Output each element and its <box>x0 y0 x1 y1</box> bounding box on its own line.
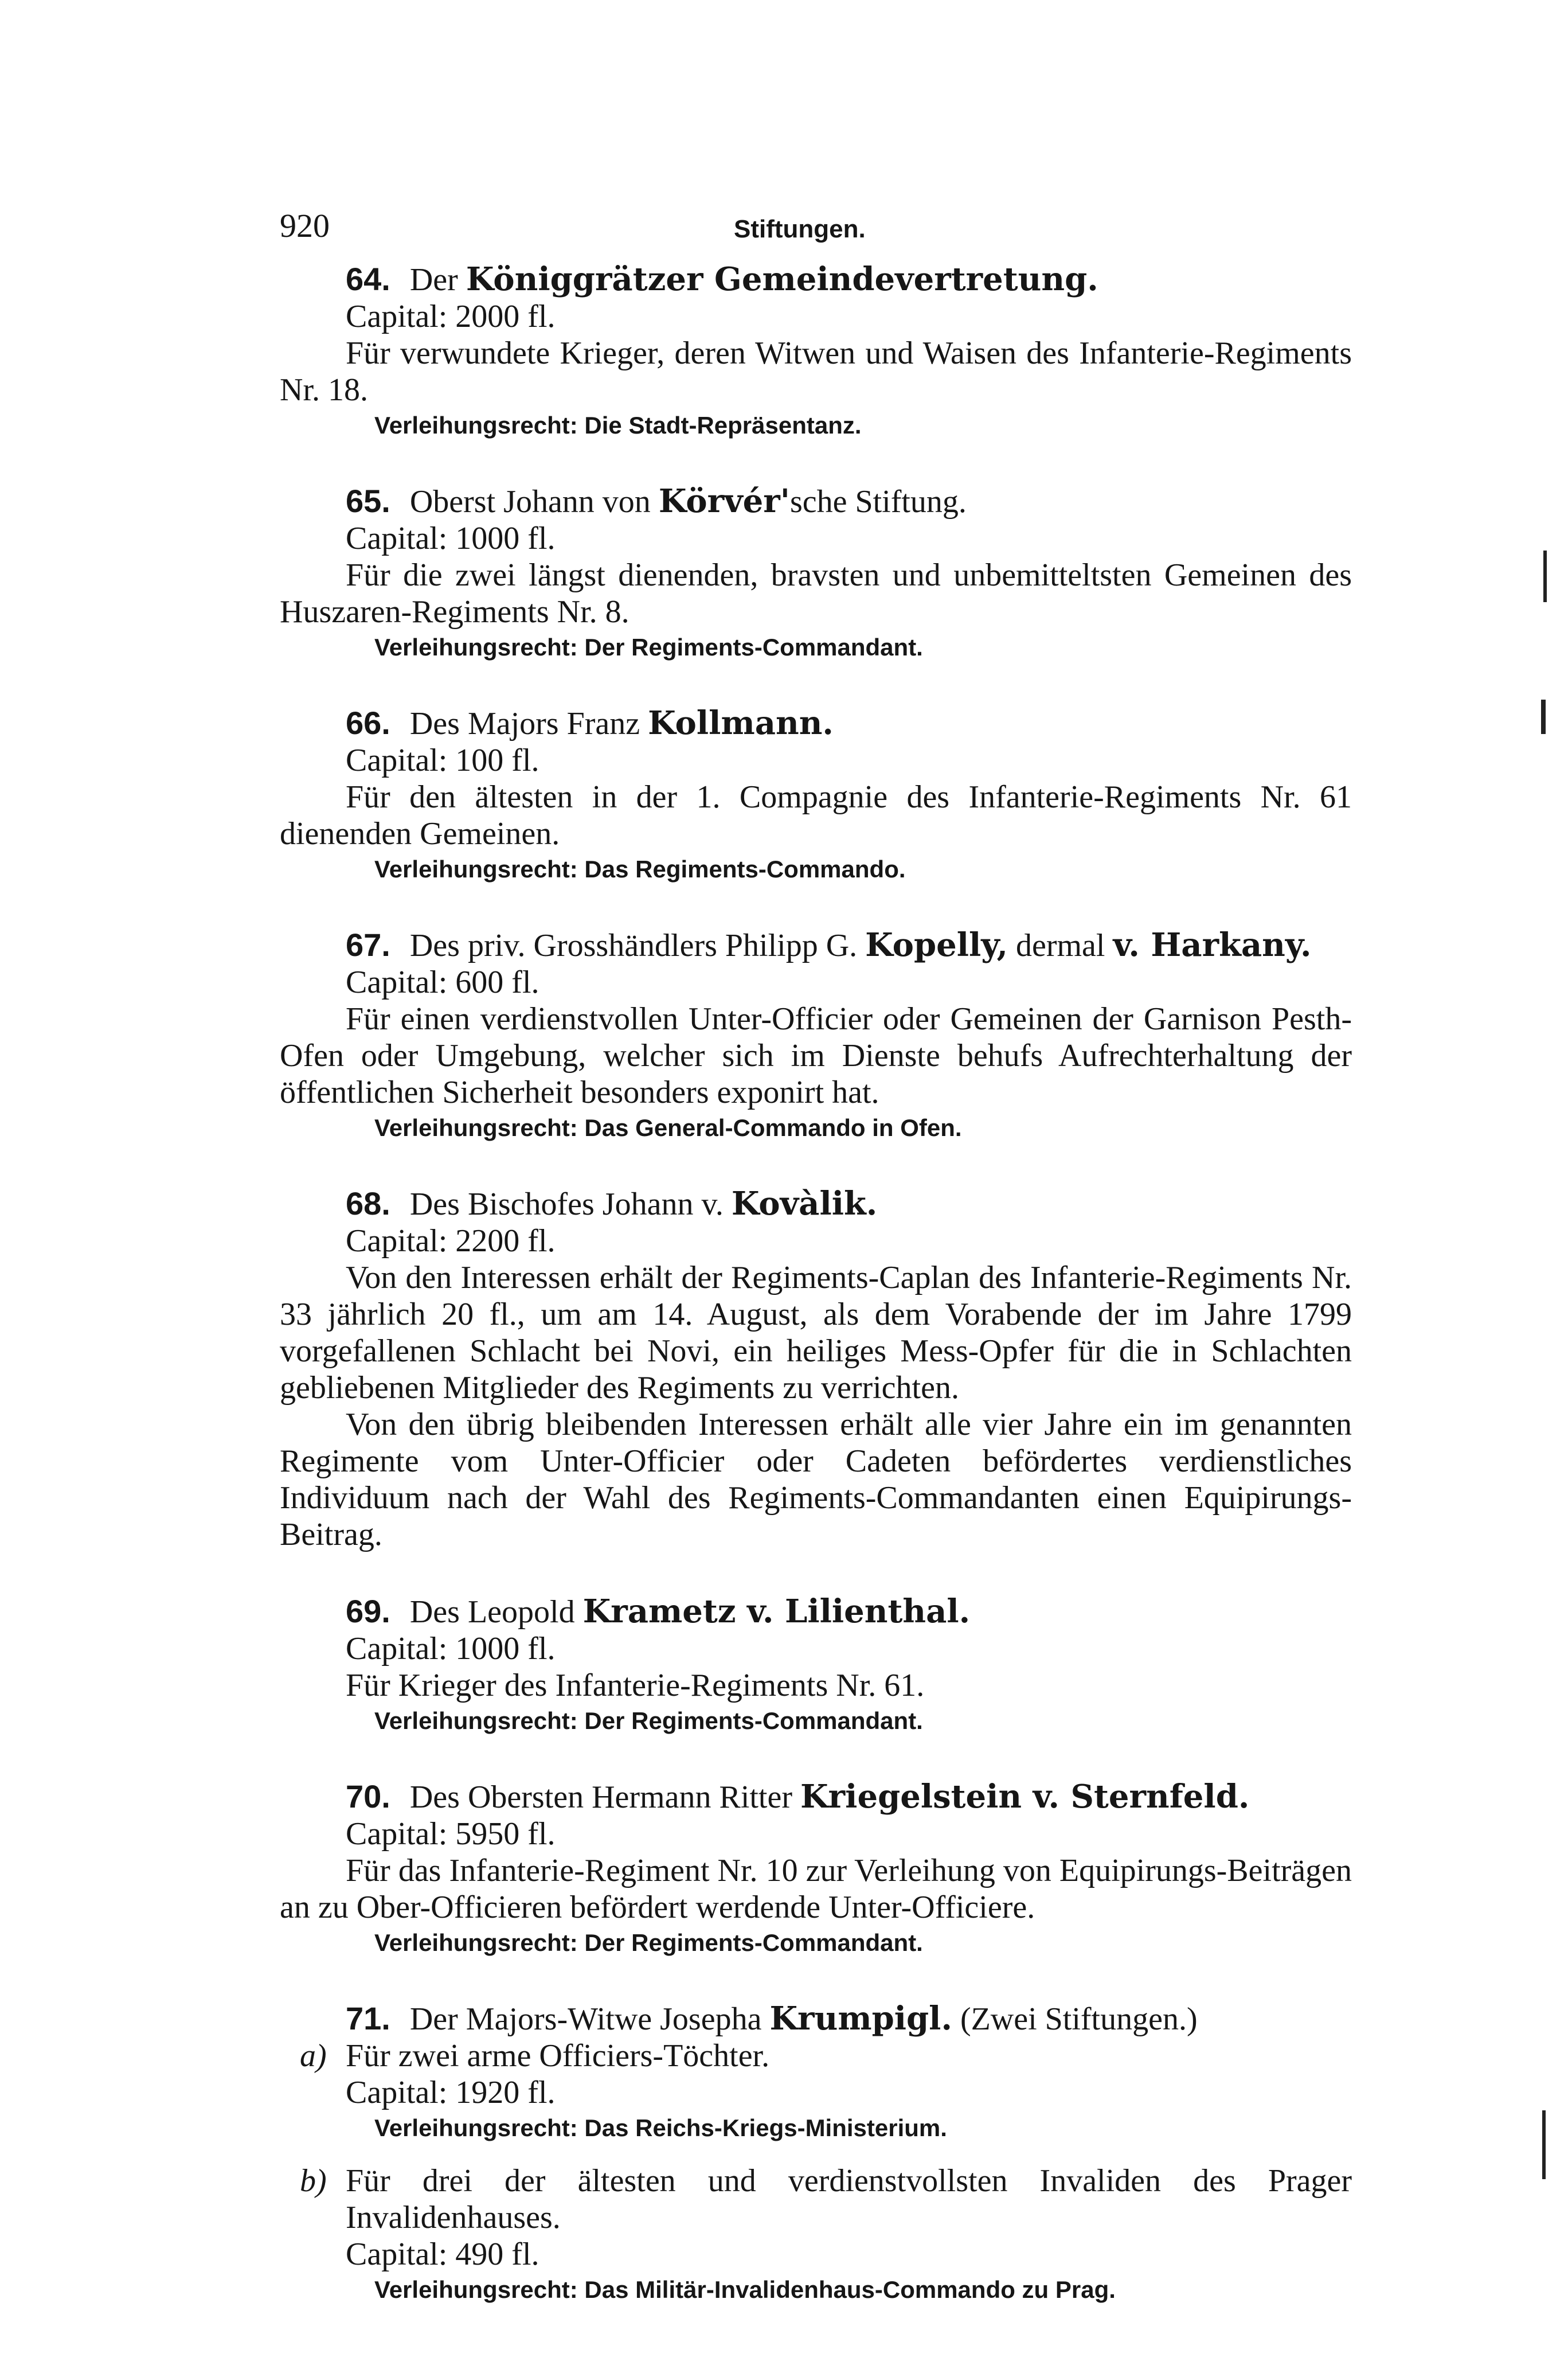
entry-number: 64. <box>346 261 390 297</box>
entry-heading <box>280 261 1352 298</box>
scan-edge-mark <box>1542 2110 1546 2179</box>
entry-pre: Des Leopold <box>409 1594 575 1630</box>
entry-pre: Des priv. Grosshändlers Philipp G. <box>409 928 858 963</box>
entry-pre: Der <box>409 262 458 298</box>
entry-right: Verleihungsrecht: Der Regiments-Commandant. <box>374 634 923 661</box>
entry-name: Krumpigl. <box>769 2000 952 2038</box>
entry-post: sche Stiftung. <box>789 484 967 520</box>
entry-heading <box>280 705 1352 742</box>
entry-number: 67. <box>346 927 390 963</box>
entry-number: 68. <box>346 1185 390 1221</box>
entry-capital: Capital: 5950 fl. <box>346 1816 556 1852</box>
entry-68 <box>280 1185 1352 1553</box>
entry-purpose: Von den Interessen erhält der Regiments-Caplan des Infanterie-Regiments Nr. 33 jährlich 20 fl., um am 14. August, als dem Vorabende der im Jahre 1799 vorgefallenen Schlacht bei Novi, ein heiliges Mess-Opfer für die in Schlachten gebliebenen Mitglieder des Regiments zu verrichten. <box>280 1260 1352 1406</box>
entry-69 <box>280 1593 1352 1738</box>
entry-right: Verleihungsrecht: Die Stadt-Repräsentanz. <box>374 412 862 439</box>
entry-name: Krametz v. Lilienthal. <box>582 1593 971 1630</box>
entry-capital: Capital: 100 fl. <box>346 743 539 778</box>
entry-right: Verleihungsrecht: Der Regiments-Commandant. <box>374 1707 923 1734</box>
sub-right: Verleihungsrecht: Das Militär-Invalidenhaus-Commando zu Prag. <box>374 2276 1116 2303</box>
entry-heading <box>280 483 1352 520</box>
entry-67 <box>280 927 1352 1145</box>
sub-text: Für drei der ältesten und verdienstvollsten Invaliden des Prager Invalidenhauses. <box>346 2163 1352 2235</box>
entry-right: Verleihungsrecht: Der Regiments-Commandant. <box>374 1929 923 1956</box>
entry-right: Verleihungsrecht: Das General-Commando in Ofen. <box>374 1114 962 1141</box>
entry-name: Kriegelstein v. Sternfeld. <box>800 1778 1250 1816</box>
entry-64 <box>280 261 1352 443</box>
entry-number: 66. <box>346 705 390 741</box>
sub-entry-b <box>280 2163 1352 2307</box>
entry-capital: Capital: 1000 fl. <box>346 1631 556 1666</box>
entry-pre: Des Majors Franz <box>409 706 640 741</box>
entry-pre: Der Majors-Witwe Josepha <box>409 2001 762 2037</box>
sub-text: Für zwei arme Officiers-Töchter. <box>346 2038 770 2074</box>
entry-post: (Zwei Stiftungen.) <box>960 2001 1198 2037</box>
entry-66 <box>280 705 1352 887</box>
entry-capital: Capital: 2000 fl. <box>346 299 556 334</box>
entry-purpose: Für verwundete Krieger, deren Witwen und Waisen des Infanterie-Regiments Nr. 18. <box>280 335 1352 408</box>
entry-purpose: Für einen verdienstvollen Unter-Officier oder Gemeinen der Garnison Pesth-Ofen oder Umgebung, welcher sich im Dienste behufs Aufrechterhaltung der öffentlichen Sicherheit besonders exponirt hat. <box>280 1001 1352 1110</box>
running-head: Stiftungen. <box>734 215 866 243</box>
entry-purpose: Für die zwei längst dienenden, bravsten und unbemitteltsten Gemeinen des Huszaren-Regiments Nr. 8. <box>280 557 1352 630</box>
entry-capital: Capital: 2200 fl. <box>346 1223 556 1259</box>
entry-capital: Capital: 600 fl. <box>346 965 539 1000</box>
entry-post: dermal <box>1015 928 1105 963</box>
entry-65 <box>280 483 1352 665</box>
page-number: 920 <box>280 207 330 244</box>
entry-name: Kollmann. <box>648 704 834 742</box>
entry-name: Kopelly, <box>865 926 1008 964</box>
entry-name: Kovàlik. <box>731 1185 878 1223</box>
entry-capital: Capital: 1000 fl. <box>346 521 556 556</box>
sub-capital: Capital: 490 fl. <box>346 2237 539 2272</box>
sub-letter: a) <box>300 2038 327 2074</box>
entry-number: 71. <box>346 2000 390 2036</box>
entry-heading <box>280 927 1352 964</box>
sub-entry-a <box>280 2038 1352 2145</box>
entry-71 <box>280 2000 1352 2307</box>
entry-heading <box>280 1185 1352 1223</box>
entry-70 <box>280 1778 1352 1960</box>
scan-edge-mark <box>1543 551 1547 602</box>
text-column <box>280 261 1352 2347</box>
entry-purpose: Für Krieger des Infanterie-Regiments Nr. 61. <box>346 1668 925 1703</box>
entry-number: 70. <box>346 1778 390 1814</box>
entry-number: 65. <box>346 483 390 519</box>
entry-name: Königgrätzer Gemeindevertretung. <box>466 260 1098 298</box>
entry-purpose-2: Von den übrig bleibenden Interessen erhält alle vier Jahre ein im genannten Regimente vom Unter-Officier oder Cadeten befördertes verdienstliches Individuum nach der Wahl des Regiments-Commandanten einen Equipirungs-Beitrag. <box>280 1407 1352 1552</box>
entry-right: Verleihungsrecht: Das Regiments-Commando. <box>374 856 906 883</box>
entry-name-2: v. Harkany. <box>1113 926 1312 964</box>
sub-capital: Capital: 1920 fl. <box>346 2075 556 2110</box>
entry-purpose: Für das Infanterie-Regiment Nr. 10 zur Verleihung von Equipirungs-Beiträgen an zu Ober-Officieren befördert werdende Unter-Officiere. <box>280 1853 1352 1925</box>
entry-purpose: Für den ältesten in der 1. Compagnie des Infanterie-Regiments Nr. 61 dienenden Gemeinen. <box>280 779 1352 852</box>
entry-number: 69. <box>346 1593 390 1629</box>
entry-pre: Des Obersten Hermann Ritter <box>409 1779 792 1815</box>
entry-heading <box>280 2000 1352 2038</box>
entry-pre: Oberst Johann von <box>409 484 651 520</box>
entry-heading <box>280 1778 1352 1816</box>
sub-letter: b) <box>300 2163 327 2199</box>
entry-heading <box>280 1593 1352 1630</box>
scan-edge-mark <box>1541 700 1546 734</box>
entry-name: Körvér' <box>658 482 790 520</box>
entry-pre: Des Bischofes Johann v. <box>409 1186 724 1222</box>
sub-right: Verleihungsrecht: Das Reichs-Kriegs-Ministerium. <box>374 2114 947 2141</box>
